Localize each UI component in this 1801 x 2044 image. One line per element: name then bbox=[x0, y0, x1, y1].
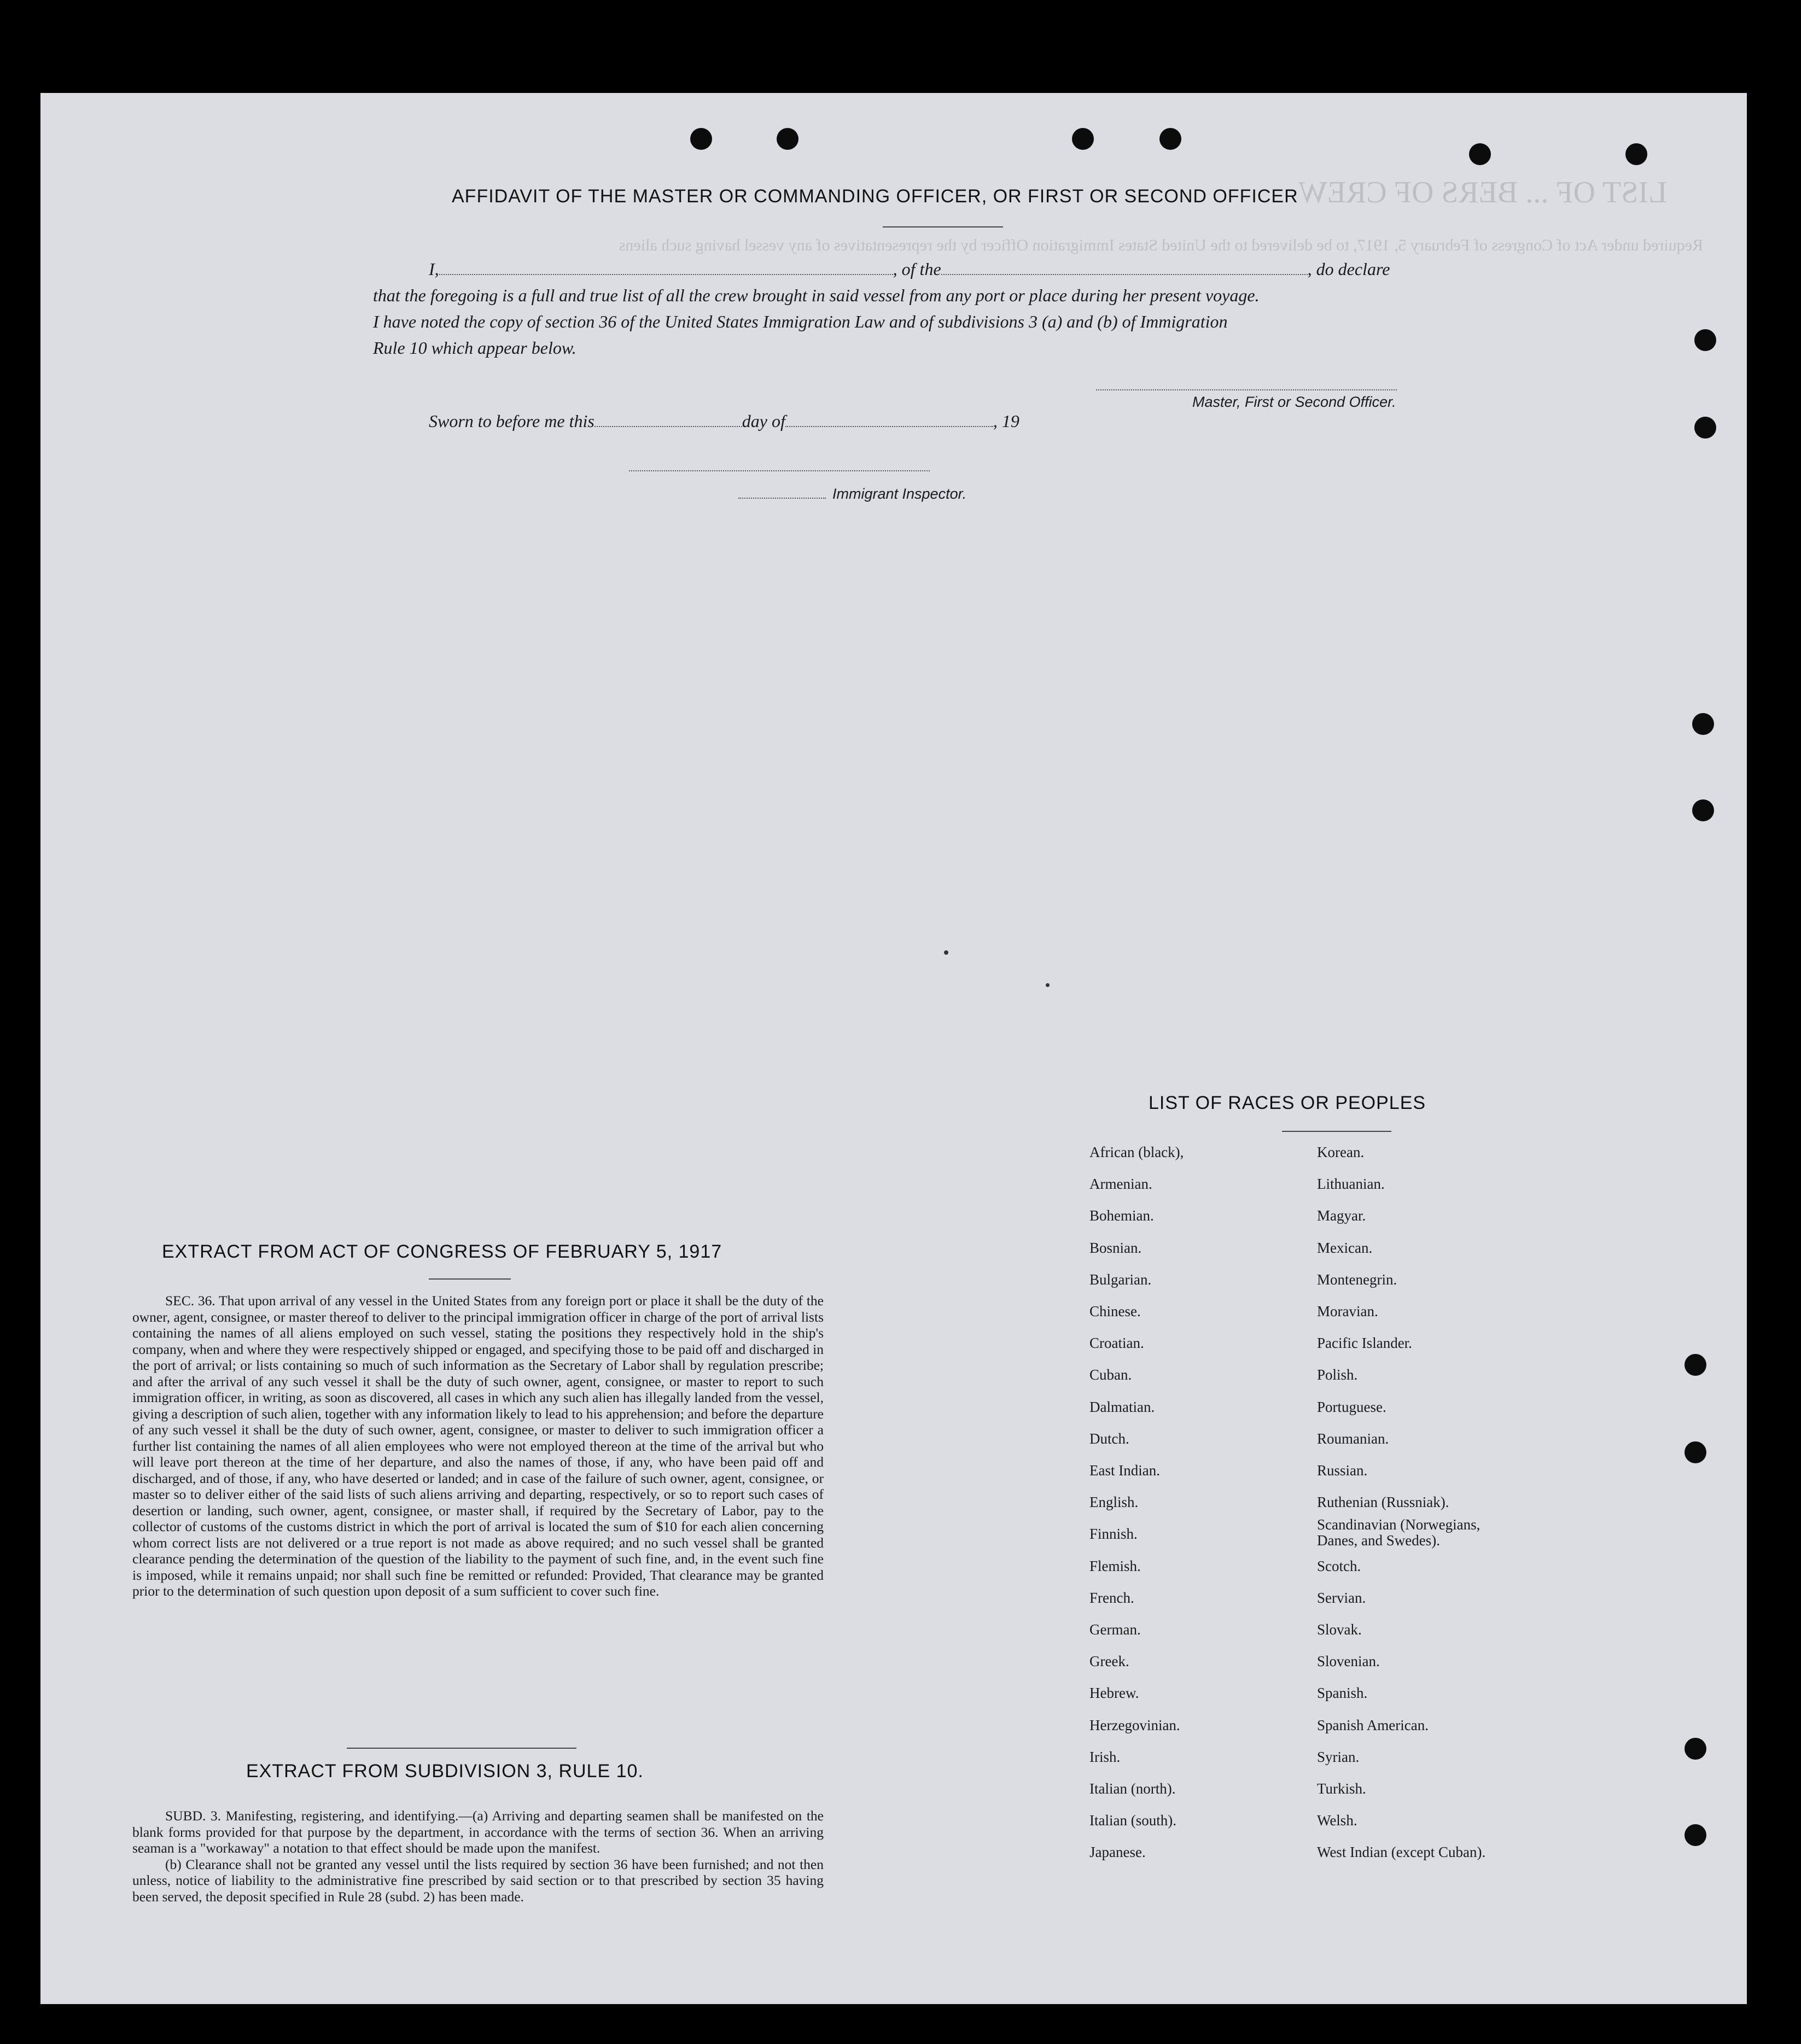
extract-act-title: EXTRACT FROM ACT OF CONGRESS OF FEBRUARY 5, 1917 bbox=[162, 1241, 722, 1262]
race-item: Portuguese. bbox=[1317, 1398, 1386, 1415]
race-item: Mexican. bbox=[1317, 1239, 1373, 1256]
race-item: Irish. bbox=[1089, 1748, 1121, 1765]
punch-hole bbox=[1685, 1441, 1706, 1463]
race-item: Spanish American. bbox=[1317, 1716, 1429, 1733]
race-item: Herzegovinian. bbox=[1089, 1716, 1180, 1733]
race-item: Dutch. bbox=[1089, 1430, 1129, 1447]
section-36-paragraph: SEC. 36. That upon arrival of any vessel in the United States from any foreign port or place it shall be the duty of the owner, agent, consignee, or master thereof to deliver to the principal immigration officer in charge of the port of arrival lists containing the names of all aliens employed on such vessel, stating the positions they respectively hold in the ship's company, when and where they were respectively shipped or engaged, and specifying those to be paid off and discharged in the port of arrival; or lists containing so much of such information as the Secretary of Labor shall by regulation prescribe; and after the arrival of any such vessel it shall be the duty of such owner, agent, consignee, or master to report to such immigration officer, in writing, as soon as discovered, all cases in which any such alien has illegally landed from the vessel, giving a description of such alien, together with any information likely to lead to his apprehension; and before the departure of any such vessel it shall be the duty of such owner, agent, consignee, or master to deliver to such immigration officer a further list containing the names of all alien employees who were not employed thereon at the time of the arrival but who will leave port thereon at the time of her departure, and also the names of those, if any, who have been paid off and discharged, and of those, if any, who have deserted or landed; and in case of the failure of such owner, agent, consignee, or master so to deliver either of the said lists of such aliens arriving and departing, respectively, or so to report such cases of desertion or landing, such owner, agent, consignee, or master shall, if required by the Secretary of Labor, pay to the collector of customs of the customs district in which the port of arrival is located the sum of $10 for each alien concerning whom correct lists are not delivered or a true report is not made as above required; and no such vessel shall be granted clearance pending the determination of the question of the liability to the payment of such fine, and, in the event such fine is imposed, while it remains unpaid; nor shall such fine be remitted or refunded: Provided, That clearance may be granted prior to the determination of such question upon deposit of a sum sufficient to cover such fine. bbox=[132, 1293, 824, 1599]
race-item: Scandinavian (Norwegians, Danes, and Swedes). bbox=[1317, 1516, 1481, 1549]
race-item: Croatian. bbox=[1089, 1335, 1144, 1352]
race-item: Ruthenian (Russniak). bbox=[1317, 1494, 1449, 1511]
punch-hole bbox=[1685, 1738, 1706, 1760]
subdivision-b-paragraph: (b) Clearance shall not be granted any vessel until the lists required by section 36 have been furnished; and not then unless, notice of liability to the administrative fine prescribed by said section or to that prescribed by section 35 having been served, the deposit specified in Rule 28 (subd. 2) has been made. bbox=[132, 1856, 824, 1905]
punch-hole bbox=[690, 128, 712, 150]
race-item: Magyar. bbox=[1317, 1207, 1366, 1224]
punch-hole bbox=[1625, 143, 1647, 165]
punch-hole bbox=[1685, 1824, 1706, 1846]
stray-mark bbox=[944, 950, 948, 955]
affidavit-line-1 bbox=[429, 256, 1490, 282]
name-blank bbox=[439, 258, 893, 275]
extract-act-text bbox=[132, 1293, 824, 1599]
title-rule bbox=[883, 226, 1003, 227]
race-item: Servian. bbox=[1317, 1589, 1366, 1606]
signature-label: Master, First or Second Officer. bbox=[1192, 394, 1396, 410]
signature-blank bbox=[1096, 373, 1397, 390]
race-item: Finnish. bbox=[1089, 1526, 1138, 1543]
race-item: Scotch. bbox=[1317, 1557, 1361, 1574]
race-item: Italian (south). bbox=[1089, 1812, 1176, 1829]
punch-hole bbox=[1685, 1354, 1706, 1376]
punch-hole bbox=[1692, 799, 1714, 821]
extract-rule-title: EXTRACT FROM SUBDIVISION 3, RULE 10. bbox=[246, 1761, 644, 1782]
month-blank bbox=[785, 410, 993, 427]
bleed-through-text: Required under Act of Congress of February 5, 1917, to be delivered to the United States Immigration Officer by the representatives of any vessel having such aliens bbox=[619, 236, 1703, 254]
extract-rule-text bbox=[132, 1808, 824, 1905]
stray-mark bbox=[1046, 983, 1050, 987]
race-item: Greek. bbox=[1089, 1653, 1129, 1670]
inspector-blank-short bbox=[738, 481, 826, 499]
race-item: Hebrew. bbox=[1089, 1685, 1139, 1702]
race-item: Italian (north). bbox=[1089, 1780, 1176, 1797]
race-item: Spanish. bbox=[1317, 1685, 1368, 1702]
race-item: Roumanian. bbox=[1317, 1430, 1389, 1447]
race-item: Slovak. bbox=[1317, 1621, 1362, 1638]
race-item: Korean. bbox=[1317, 1144, 1365, 1160]
race-item: Slovenian. bbox=[1317, 1653, 1380, 1670]
race-item: West Indian (except Cuban). bbox=[1317, 1844, 1486, 1861]
race-item: Welsh. bbox=[1317, 1812, 1357, 1829]
sworn-line bbox=[429, 408, 1019, 434]
race-item: Pacific Islander. bbox=[1317, 1335, 1412, 1352]
section-divider bbox=[347, 1748, 576, 1749]
sworn-text: day of bbox=[742, 411, 785, 431]
punch-hole bbox=[1694, 329, 1716, 351]
affidavit-title: AFFIDAVIT OF THE MASTER OR COMMANDING OFFICER, OR FIRST OR SECOND OFFICER bbox=[452, 186, 1298, 207]
race-item: Bulgarian. bbox=[1089, 1271, 1152, 1288]
race-item: Lithuanian. bbox=[1317, 1176, 1385, 1193]
race-item: East Indian. bbox=[1089, 1462, 1160, 1479]
sworn-text: , 19 bbox=[993, 411, 1019, 431]
document-page bbox=[40, 93, 1747, 2004]
punch-hole bbox=[1072, 128, 1094, 150]
punch-hole bbox=[1692, 713, 1714, 735]
races-title: LIST OF RACES OR PEOPLES bbox=[1149, 1093, 1426, 1113]
race-item: Polish. bbox=[1317, 1366, 1358, 1383]
day-blank bbox=[594, 410, 742, 427]
race-item: Chinese. bbox=[1089, 1303, 1141, 1319]
affidavit-line-3: I have noted the copy of section 36 of the United States Immigration Law and of subdivisions 3 (a) and (b) of Immigration bbox=[373, 312, 1228, 331]
sworn-text: Sworn to before me this bbox=[429, 411, 594, 431]
punch-hole bbox=[1469, 143, 1491, 165]
bleed-through-text: LIST OF ... BERS OF CREW bbox=[1298, 176, 1668, 209]
race-item: Turkish. bbox=[1317, 1780, 1366, 1797]
races-rule bbox=[1282, 1131, 1391, 1132]
inspector-blank bbox=[629, 454, 930, 471]
race-item: Montenegrin. bbox=[1317, 1271, 1397, 1288]
affidavit-text: , do declare bbox=[1307, 259, 1390, 279]
race-item: Bohemian. bbox=[1089, 1207, 1154, 1224]
punch-hole bbox=[777, 128, 798, 150]
extract-act-rule bbox=[429, 1278, 511, 1280]
race-item: French. bbox=[1089, 1589, 1134, 1606]
subdivision-a-paragraph: SUBD. 3. Manifesting, registering, and identifying.—(a) Arriving and departing seamen shall be manifested on the blank forms provided for that purpose by the department, in accordance with the terms of section 36. When an arriving seaman is a "workaway" a notation to that effect should be made upon the manifest. bbox=[132, 1808, 824, 1856]
race-item: Flemish. bbox=[1089, 1557, 1141, 1574]
race-item: African (black), bbox=[1089, 1144, 1184, 1160]
punch-hole bbox=[1694, 417, 1716, 439]
race-item: Japanese. bbox=[1089, 1844, 1146, 1861]
race-item: English. bbox=[1089, 1494, 1139, 1511]
race-item: Cuban. bbox=[1089, 1366, 1132, 1383]
race-item: Moravian. bbox=[1317, 1303, 1378, 1319]
race-item: Dalmatian. bbox=[1089, 1398, 1155, 1415]
race-item: Syrian. bbox=[1317, 1748, 1360, 1765]
vessel-blank bbox=[941, 258, 1308, 275]
race-item: Armenian. bbox=[1089, 1176, 1152, 1193]
affidavit-line-4: Rule 10 which appear below. bbox=[373, 338, 576, 358]
race-item: Russian. bbox=[1317, 1462, 1368, 1479]
affidavit-text: I, bbox=[429, 259, 439, 279]
race-item: Bosnian. bbox=[1089, 1239, 1142, 1256]
affidavit-line-2: that the foregoing is a full and true list of all the crew brought in said vessel from any port or place during her present voyage. bbox=[373, 285, 1260, 305]
affidavit-text: , of the bbox=[893, 259, 941, 279]
punch-hole bbox=[1159, 128, 1181, 150]
race-item: German. bbox=[1089, 1621, 1141, 1638]
inspector-label: Immigrant Inspector. bbox=[832, 486, 967, 502]
